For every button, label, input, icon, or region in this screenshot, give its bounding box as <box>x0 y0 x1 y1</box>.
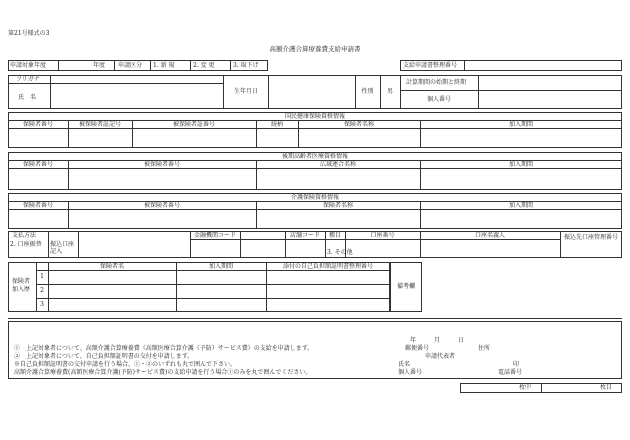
care-title: 介護保険資格情報 <box>290 193 339 201</box>
page-number-input[interactable] <box>542 384 597 392</box>
history-row-number: 3 <box>40 301 44 308</box>
phone-input[interactable] <box>520 368 620 376</box>
account-type-label: 種目 <box>328 232 341 239</box>
year-input[interactable] <box>58 60 92 71</box>
care-col-period: 加入期間 <box>508 202 533 209</box>
type-option-change[interactable]: 2. 変 更 <box>193 61 215 69</box>
pages-total-label: 枚中 <box>519 384 532 391</box>
name-label: 氏 名 <box>18 94 37 101</box>
application-type-label: 申請区分 <box>118 61 143 69</box>
representative-label: 申請代表者 <box>425 353 456 360</box>
elderly-data-row[interactable] <box>9 169 621 189</box>
furigana-label: フリガナ <box>16 76 40 83</box>
type-option-withdraw[interactable]: 3. 取下げ <box>233 61 259 69</box>
calc-period-input[interactable] <box>479 75 621 90</box>
declaration-line-1: ① 上記対象者について、高額介護合算療養費（高額医療合算介護（予防）サービス費）の支給を申請します。 <box>14 345 314 352</box>
name-input[interactable] <box>51 84 222 108</box>
payment-method-label: 支払方法 <box>12 232 37 239</box>
account-input[interactable] <box>346 240 559 257</box>
dob-input[interactable] <box>269 75 354 109</box>
payment-option-account[interactable]: 2. 口座振替 <box>10 241 42 248</box>
history-rows-input[interactable] <box>49 271 389 311</box>
seal-mark: 印 <box>513 361 520 368</box>
page-title: 高額介護合算療養費支給申請書 <box>269 45 361 53</box>
declaration-note: ※自己負担額証明書の交付申請を行う場合、①・②のいずれも丸で囲んで下さい。 <box>14 361 237 368</box>
destination-ref-label: 振込先口座管理番号 <box>563 234 618 241</box>
elderly-title: 後期高齢者医療資格情報 <box>281 152 348 160</box>
history-col-insurer: 保険者名 <box>99 263 124 270</box>
rep-personal-no-label: 個人番号 <box>398 369 423 376</box>
rep-name-label: 氏名 <box>398 361 411 368</box>
remarks-input[interactable] <box>423 262 622 312</box>
care-col-insurer-name: 保険者名称 <box>322 202 353 209</box>
payment-option-transfer[interactable]: 振込口座記入 <box>50 241 75 255</box>
rep-name-input[interactable] <box>415 360 510 367</box>
type-option-new[interactable]: 1. 新 規 <box>153 61 175 69</box>
year-unit: 年度 <box>93 61 106 69</box>
postal-label: 郵便番号 <box>405 345 430 352</box>
history-row-number: 1 <box>40 273 44 280</box>
history-col-period: 加入期間 <box>208 263 233 270</box>
bank-code-label: 金融機関コード <box>193 232 236 239</box>
sex-male[interactable]: 男 <box>386 88 393 95</box>
nhi-title: 国民健康保険資格情報 <box>284 112 345 120</box>
history-label: 保険者加入歴 <box>12 278 31 293</box>
dob-label: 生年月日 <box>233 88 258 95</box>
furigana-input[interactable] <box>51 75 222 83</box>
payment-option-other[interactable]: 3. その他 <box>327 249 353 256</box>
nhi-data-row[interactable] <box>9 129 621 147</box>
care-col-insured-no: 被保険者番号 <box>143 202 180 209</box>
reference-input[interactable] <box>465 60 621 71</box>
bank-branch-input[interactable] <box>191 240 324 257</box>
elderly-col-insurer-no: 保険者番号 <box>22 161 53 168</box>
nhi-col-card-number: 被保険者証番号 <box>172 121 215 128</box>
reference-label: 支給申請書整理番号 <box>403 61 458 69</box>
phone-label: 電話番号 <box>498 369 523 376</box>
care-data-row[interactable] <box>9 210 621 228</box>
declaration-line-2: ② 上記対象者について、自己負担額証明書の交付を申請します。 <box>14 353 194 360</box>
nhi-col-insurer-name: 保険者名称 <box>343 121 374 128</box>
application-date: 年 月 日 <box>410 337 465 344</box>
sex-label: 性別 <box>361 88 374 95</box>
account-holder-label: 口座名義人 <box>474 232 505 239</box>
remarks-label: 備考欄 <box>396 283 415 290</box>
address-input[interactable] <box>490 344 620 351</box>
total-pages-input[interactable] <box>461 384 516 392</box>
elderly-col-union-name: 広域連合名称 <box>319 161 356 168</box>
calc-period-label: 計算期間の始期と終期 <box>406 79 467 86</box>
personal-number-input[interactable] <box>479 91 621 108</box>
account-number-label: 口座番号 <box>370 232 395 239</box>
branch-code-label: 店舗コード <box>289 232 320 239</box>
nhi-col-period: 加入期間 <box>508 121 533 128</box>
form-number: 第21号様式の3 <box>8 30 50 37</box>
care-col-insurer-no: 保険者番号 <box>22 202 53 209</box>
year-label: 申請対象年度 <box>10 61 47 69</box>
page-number-label: 枚目 <box>600 384 613 391</box>
nhi-col-insurer-no: 保険者番号 <box>22 121 53 128</box>
elderly-col-period: 加入期間 <box>508 161 533 168</box>
address-label: 住所 <box>478 345 491 352</box>
nhi-col-card-symbol: 被保険者証記号 <box>78 121 121 128</box>
history-row-number: 2 <box>40 287 44 294</box>
elderly-col-insured-no: 被保険者番号 <box>143 161 180 168</box>
personal-number-label: 個人番号 <box>426 96 451 103</box>
declaration-note-2: 高額介護合算療養費(高額医療合算介護(予防)サービス費)の支給申請を行う場合①のみを丸で囲んでください。 <box>14 369 312 376</box>
history-col-cert-no: 添付の自己負担額証明書整理番号 <box>282 263 373 270</box>
nhi-col-relation: 続柄 <box>270 121 283 128</box>
